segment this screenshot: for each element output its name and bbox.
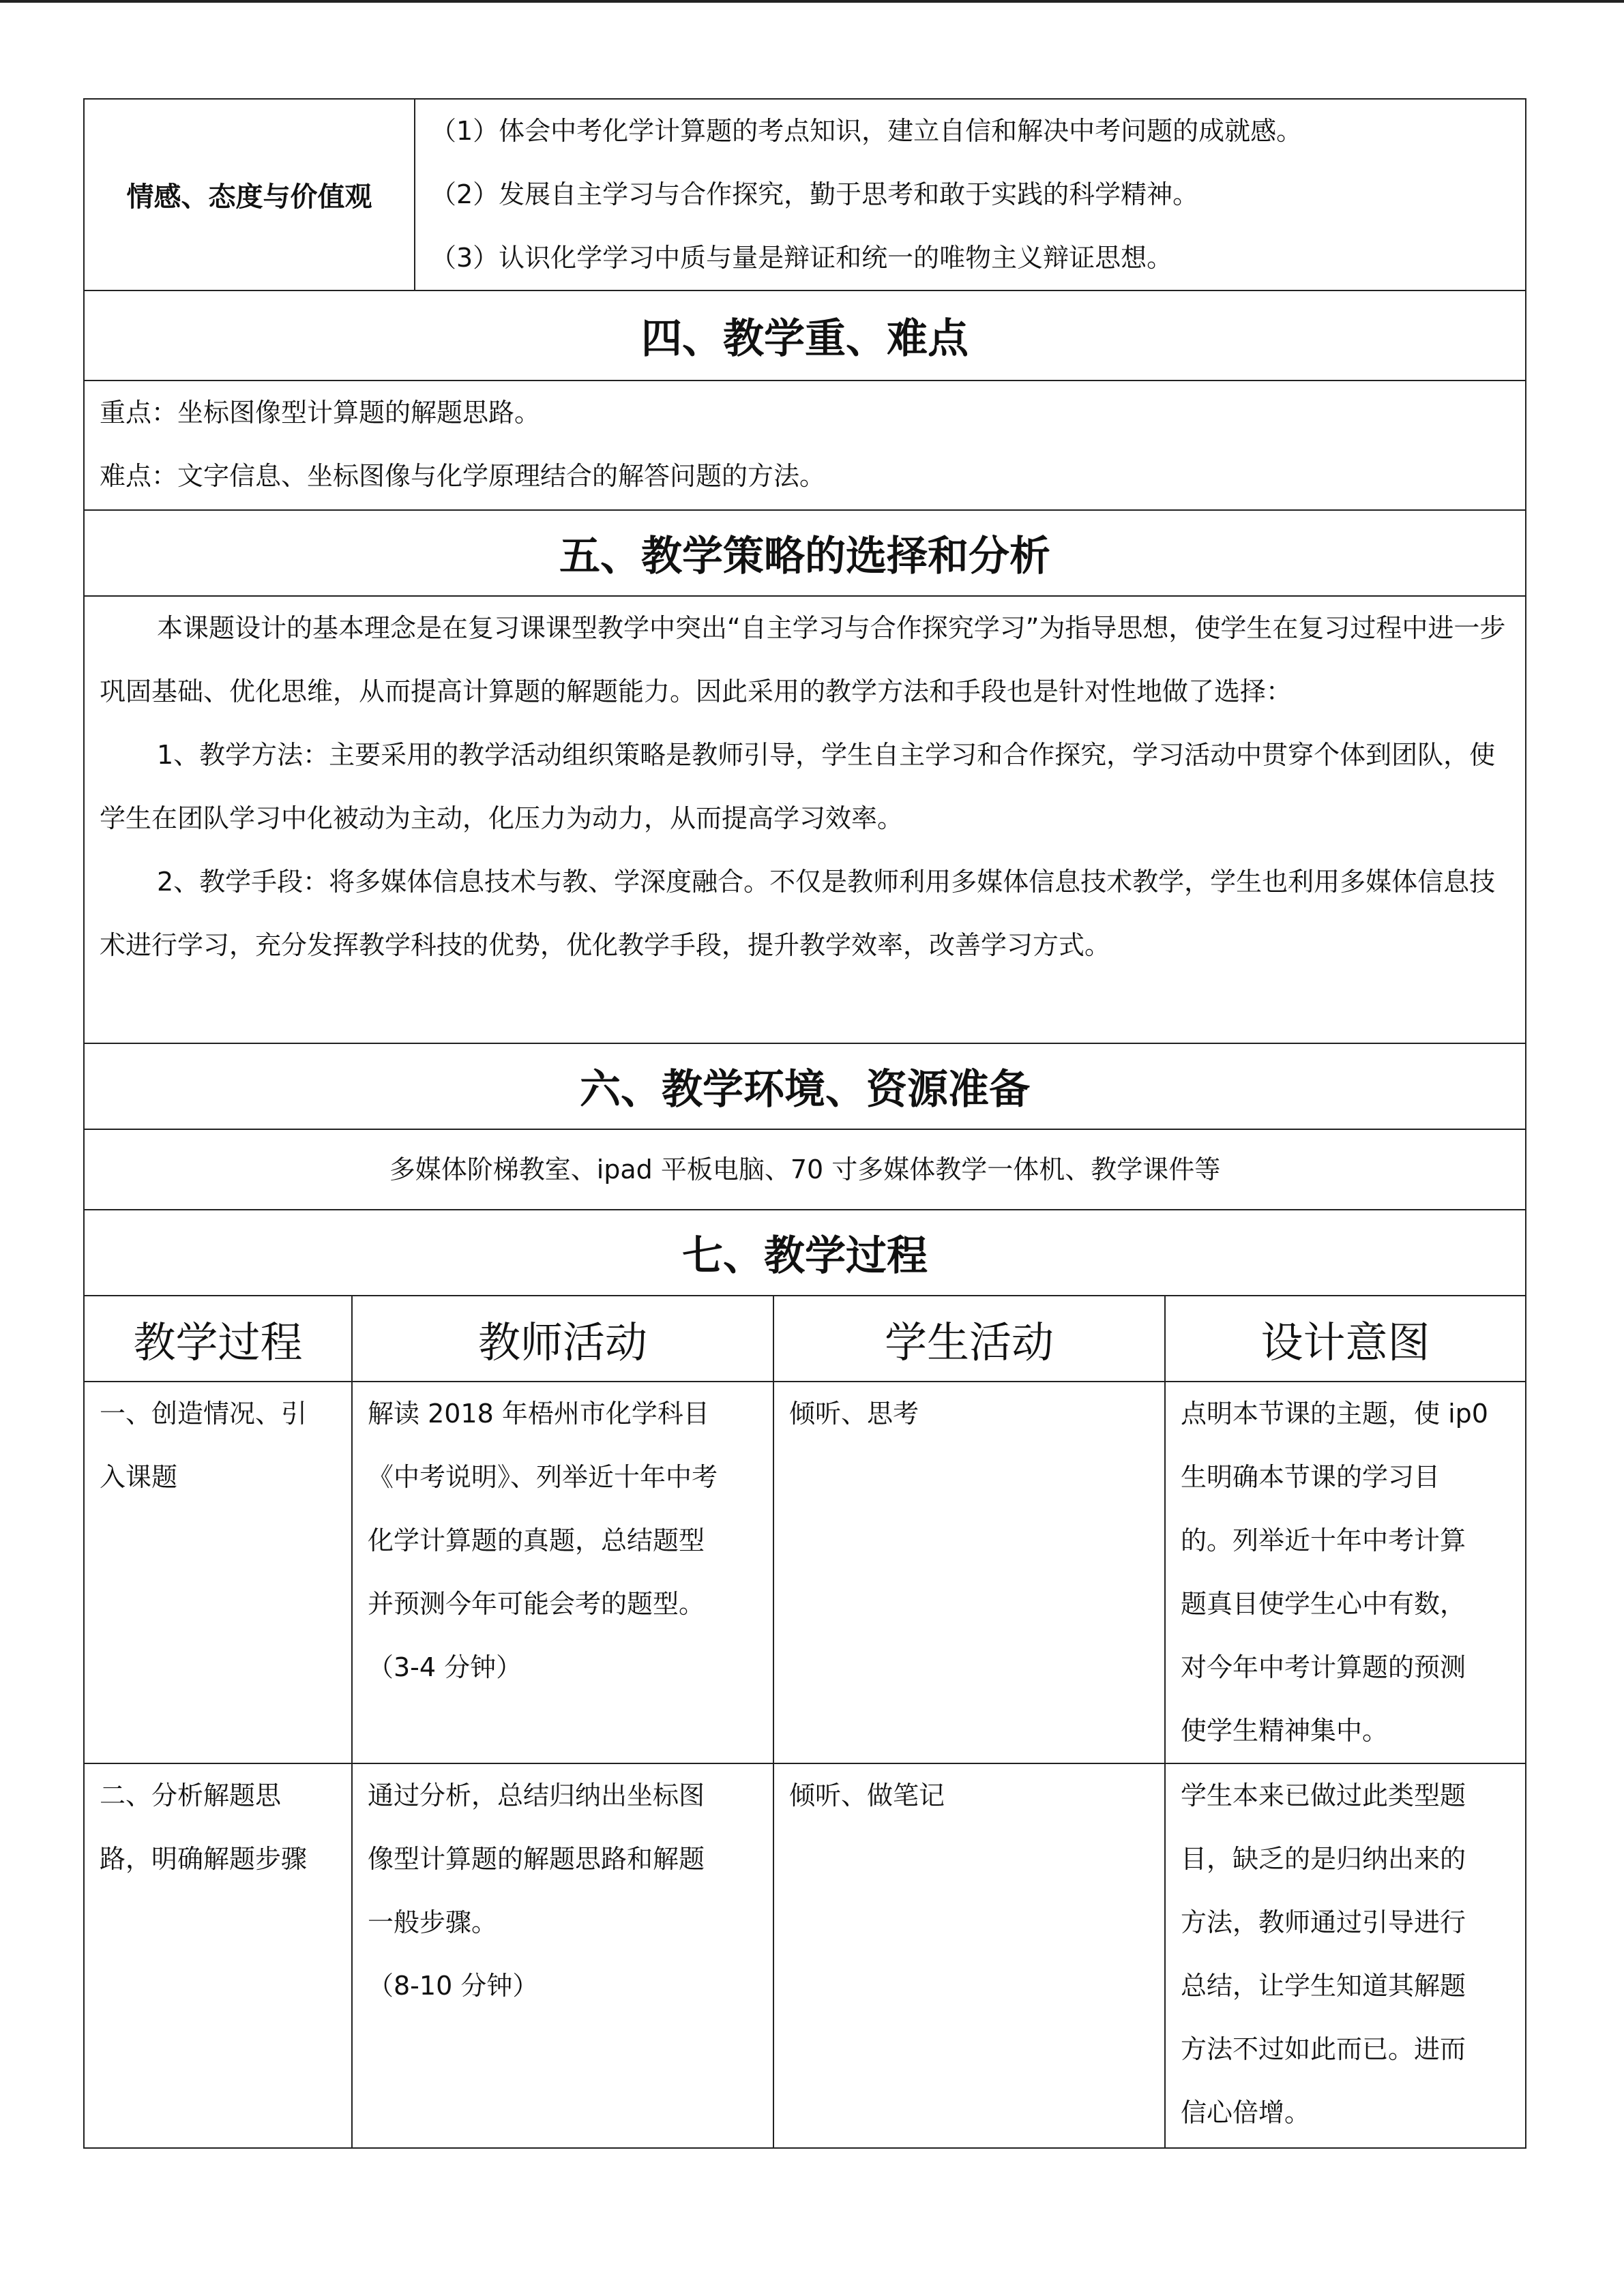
document-page — [83, 98, 1525, 2149]
attitude-items — [415, 99, 1526, 290]
teacher-cell — [352, 1763, 773, 2148]
text-line: 倾听、做笔记 — [789, 1780, 945, 1810]
difficulty: 难点：文字信息、坐标图像与化学原理结合的解答问题的方法。 — [100, 461, 826, 491]
text-line: 通过分析，总结归纳出坐标图 — [368, 1780, 705, 1810]
text-line: 并预测今年可能会考的题型。 — [368, 1589, 705, 1619]
process-row — [84, 1382, 1526, 1763]
section6-content-row — [84, 1129, 1526, 1210]
column-header-intent: 设计意图 — [1165, 1296, 1526, 1382]
text-line: 的。列举近十年中考计算 — [1181, 1525, 1466, 1555]
section5-content-row — [84, 596, 1526, 1043]
text-line: 信心倍增。 — [1181, 2098, 1311, 2128]
text-line: 《中考说明》、列举近十年中考 — [368, 1462, 718, 1492]
text-line: 一、创造情况、引 — [100, 1399, 308, 1429]
text-line: 对今年中考计算题的预测 — [1181, 1652, 1466, 1682]
section5-title: 五、教学策略的选择和分析 — [84, 510, 1526, 596]
process-row — [84, 1763, 1526, 2148]
section6-title: 六、教学环境、资源准备 — [84, 1043, 1526, 1129]
section4-content-row — [84, 381, 1526, 510]
text-line: 倾听、思考 — [789, 1399, 919, 1429]
section5-title-row — [84, 510, 1526, 596]
section5-content — [84, 596, 1526, 1043]
text-line: （8-10 分钟） — [368, 1971, 539, 2001]
page-top-border — [0, 0, 1624, 3]
strategy-paragraph: 本课题设计的基本理念是在复习课课型教学中突出“自主学习与合作探究学习”为指导思想，使学生在复习过程中进一步巩固基础、优化思维，从而提高计算题的解题能力。因此采用的教学方法和手段也是针对性地做了选择： — [100, 613, 1506, 706]
text-line: 目，缺乏的是归纳出来的 — [1181, 1844, 1466, 1874]
text-line: 方法，教师通过引导进行 — [1181, 1907, 1466, 1937]
process-table — [83, 1295, 1526, 2149]
stage-cell — [84, 1763, 352, 2148]
text-line: 学生本来已做过此类型题 — [1181, 1780, 1466, 1810]
process-header-row — [84, 1296, 1526, 1382]
text-line: 解读 2018 年梧州市化学科目 — [368, 1399, 709, 1429]
text-line: 使学生精神集中。 — [1181, 1716, 1389, 1746]
text-line: 入课题 — [100, 1462, 178, 1492]
text-line: 一般步骤。 — [368, 1907, 498, 1937]
column-header-student: 学生活动 — [773, 1296, 1165, 1382]
text-line: 化学计算题的真题，总结题型 — [368, 1525, 705, 1555]
strategy-paragraph: 2、教学手段：将多媒体信息技术与教、学深度融合。不仅是教师利用多媒体信息技术教学，学生也利用多媒体信息技术进行学习，充分发挥教学科技的优势，优化教学手段，提升教学效率，改善学习方式。 — [100, 867, 1496, 960]
text-line: 路，明确解题步骤 — [100, 1844, 308, 1874]
intent-cell — [1165, 1763, 1526, 2148]
section6-title-row — [84, 1043, 1526, 1129]
section4-content — [84, 381, 1526, 510]
text-line: 点明本节课的主题，使 ip0 — [1181, 1399, 1488, 1429]
attitude-label: 情感、态度与价值观 — [84, 99, 415, 290]
upper-table — [83, 98, 1526, 1296]
student-cell — [773, 1382, 1165, 1763]
section7-title: 七、教学过程 — [84, 1210, 1526, 1296]
text-line: 像型计算题的解题思路和解题 — [368, 1844, 705, 1874]
attitude-row — [84, 99, 1526, 290]
section6-content: 多媒体阶梯教室、ipad 平板电脑、70 寸多媒体教学一体机、教学课件等 — [84, 1129, 1526, 1210]
attitude-item: （1）体会中考化学计算题的考点知识，建立自信和解决中考问题的成就感。 — [430, 116, 1303, 146]
section4-title: 四、教学重、难点 — [84, 290, 1526, 381]
column-header-stage: 教学过程 — [84, 1296, 352, 1382]
text-line: 方法不过如此而已。进而 — [1181, 2034, 1466, 2064]
text-line: （3-4 分钟） — [368, 1652, 522, 1682]
section4-title-row — [84, 290, 1526, 381]
attitude-item: （3）认识化学学习中质与量是辩证和统一的唯物主义辩证思想。 — [430, 243, 1173, 273]
teacher-cell — [352, 1382, 773, 1763]
column-header-teacher: 教师活动 — [352, 1296, 773, 1382]
attitude-item: （2）发展自主学习与合作探究，勤于思考和敢于实践的科学精神。 — [430, 179, 1199, 209]
strategy-paragraph: 1、教学方法：主要采用的教学活动组织策略是教师引导，学生自主学习和合作探究，学习活动中贯穿个体到团队，使学生在团队学习中化被动为主动，化压力为动力，从而提高学习效率。 — [100, 740, 1496, 833]
key-point: 重点：坐标图像型计算题的解题思路。 — [100, 398, 541, 428]
stage-cell — [84, 1382, 352, 1763]
text-line: 总结，让学生知道其解题 — [1181, 1971, 1466, 2001]
text-line: 题真目使学生心中有数， — [1181, 1589, 1466, 1619]
text-line: 生明确本节课的学习目 — [1181, 1462, 1441, 1492]
intent-cell — [1165, 1382, 1526, 1763]
student-cell — [773, 1763, 1165, 2148]
text-line: 二、分析解题思 — [100, 1780, 282, 1810]
section7-title-row — [84, 1210, 1526, 1296]
